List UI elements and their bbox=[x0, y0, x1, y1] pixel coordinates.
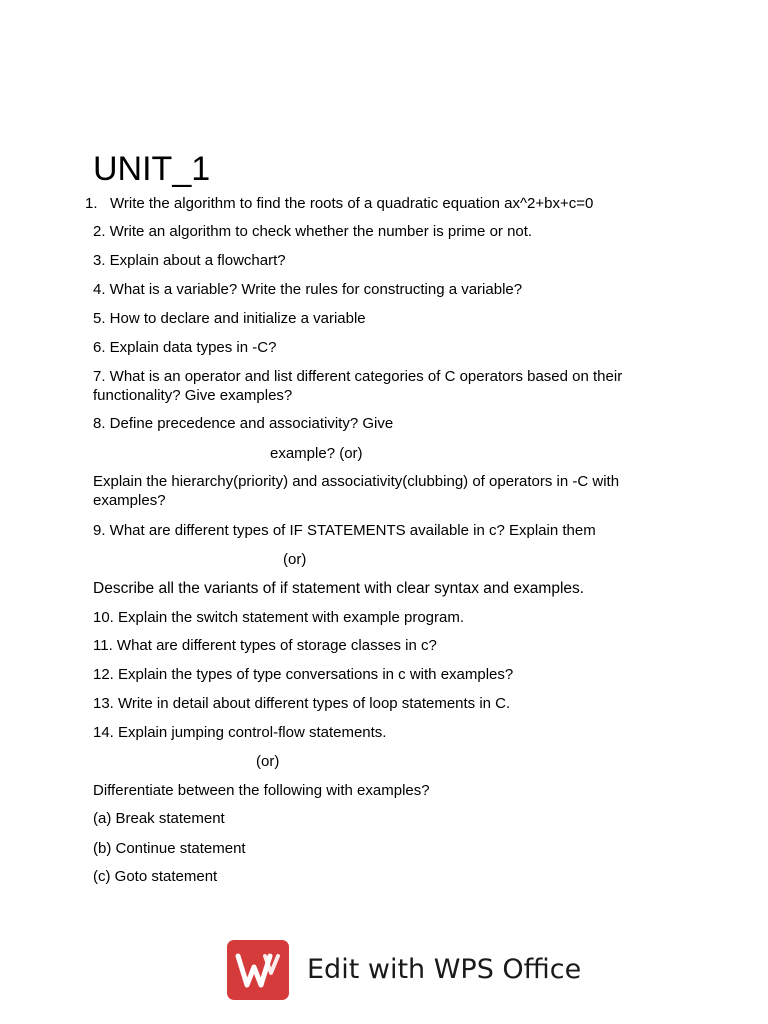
wps-edit-banner[interactable] bbox=[227, 940, 582, 1000]
or-separator: (or) bbox=[256, 753, 280, 770]
question-14: 14. Explain jumping control-flow statements. bbox=[93, 724, 387, 741]
question-8-alternative: Explain the hierarchy(priority) and associativity(clubbing) of operators in -C with examples? bbox=[93, 473, 620, 509]
question-1: Write the algorithm to find the roots of a quadratic equation ax^2+bx+c=0 bbox=[110, 195, 594, 212]
list-number: 1. bbox=[85, 195, 98, 212]
question-12: 12. Explain the types of type conversations in c with examples? bbox=[93, 666, 514, 683]
question-5: 5. How to declare and initialize a variable bbox=[93, 310, 366, 327]
question-2: 2. Write an algorithm to check whether the number is prime or not. bbox=[93, 223, 533, 240]
question-7: 7. What is an operator and list different categories of C operators based on their functionality? Give examples? bbox=[93, 368, 623, 404]
question-8: 8. Define precedence and associativity? Give bbox=[93, 415, 394, 432]
page-title: UNIT_1 bbox=[93, 149, 211, 188]
sub-item-a: (a) Break statement bbox=[93, 810, 225, 827]
question-3: 3. Explain about a flowchart? bbox=[93, 252, 286, 269]
question-8-continuation: example? (or) bbox=[270, 445, 363, 462]
question-11: 11. What are different types of storage classes in c? bbox=[93, 637, 437, 654]
edit-with-wps-label: Edit with WPS Office bbox=[307, 954, 582, 985]
question-6: 6. Explain data types in -C? bbox=[93, 339, 277, 356]
question-13: 13. Write in detail about different types of loop statements in C. bbox=[93, 695, 511, 712]
sub-item-b: (b) Continue statement bbox=[93, 840, 246, 857]
question-14-alternative: Differentiate between the following with examples? bbox=[93, 782, 430, 799]
question-9: 9. What are different types of IF STATEMENTS available in c? Explain them bbox=[93, 522, 596, 539]
wps-w-logo-icon bbox=[227, 940, 289, 1000]
question-10: 10. Explain the switch statement with example program. bbox=[93, 609, 465, 626]
sub-item-c: (c) Goto statement bbox=[93, 868, 218, 885]
question-9-alternative: Describe all the variants of if statement with clear syntax and examples. bbox=[93, 580, 585, 597]
or-separator: (or) bbox=[283, 551, 307, 568]
question-4: 4. What is a variable? Write the rules for constructing a variable? bbox=[93, 281, 523, 298]
